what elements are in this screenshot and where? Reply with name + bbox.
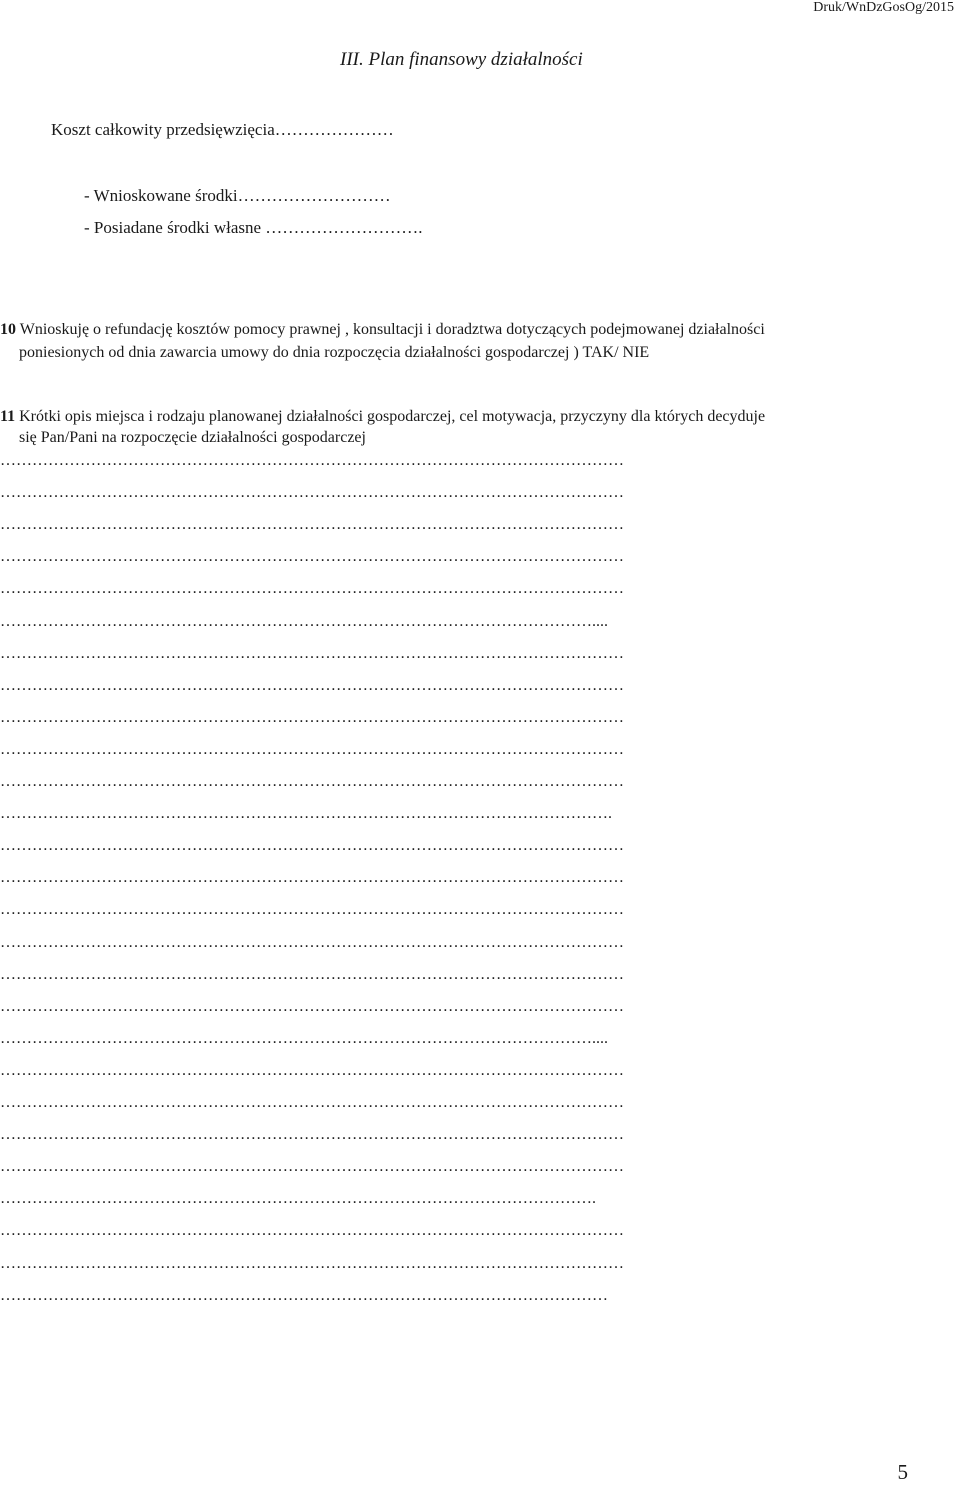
dotted-line: ……………………………………………………………………………………………………… (0, 644, 624, 662)
page-number: 5 (897, 1460, 908, 1484)
dotted-line: ……………………………………………………………………………………………………… (0, 1222, 624, 1240)
dotted-line: ……………………………………………………………………………………………………… (0, 676, 624, 694)
item11-text1: Krótki opis miejsca i rodzaju planowanej działalności gospodarczej, cel motywacja, przyczyny dla których decyduje (19, 408, 766, 425)
dotted-line: ……………………………………………………………………………………………………… (0, 869, 624, 887)
item11-number: 11 (0, 408, 16, 425)
dotted-line: ……………………………………………………………………………………………………… (0, 1094, 624, 1111)
item10-line2: poniesionych od dnia zawarcia umowy do dnia rozpoczęcia działalności gospodarczej ) TAK/ NIE (19, 344, 650, 361)
dotted-line: ……………………………………………………………………………………………………… (0, 773, 624, 790)
dotted-line: …………………………………………………………………………………………………… (0, 1286, 608, 1304)
dotted-line: ……………………………………………………………………………………………………… (0, 740, 624, 758)
dotted-line: ……………………………………………………………………………………………………… (0, 901, 624, 919)
dotted-line: ……………………………………………………………………………………………………… (0, 997, 624, 1015)
dotted-line: ……………………………………………………………………………………………………… (0, 484, 624, 502)
dotted-line: ……………………………………………………………………………………………………… (0, 965, 624, 983)
document-code: Druk/WnDzGosOg/2015 (813, 0, 954, 15)
item10-line1 (0, 321, 765, 339)
dotted-line: ……………………………………………………………………………………………………… (0, 580, 624, 598)
dotted-line: ……………………………………………………………………………………………………. (0, 805, 612, 823)
dotted-line: ………………………………………………………………………………………………….... (0, 612, 608, 630)
own-funds-line: - Posiadane środki własne ………………………. (84, 218, 423, 237)
dotted-line: ……………………………………………………………………………………………………… (0, 1254, 624, 1272)
section-title: III. Plan finansowy działalności (340, 49, 583, 70)
dotted-line: ………………………………………………………………………………………………….... (0, 1029, 608, 1047)
dotted-line: ……………………………………………………………………………………………………… (0, 516, 624, 534)
dotted-line: …………………………………………………………………………………………………. (0, 1190, 596, 1208)
dotted-line: ……………………………………………………………………………………………………… (0, 933, 624, 951)
dotted-line: ……………………………………………………………………………………………………… (0, 1061, 624, 1079)
requested-funds-line: - Wnioskowane środki……………………… (84, 186, 391, 205)
dotted-line: ……………………………………………………………………………………………………… (0, 837, 624, 855)
dotted-line: ……………………………………………………………………………………………………… (0, 1158, 624, 1176)
dotted-line: ……………………………………………………………………………………………………… (0, 452, 624, 469)
item10-text1: Wnioskuję o refundację kosztów pomocy prawnej , konsultacji i doradztwa dotyczących podejmowanej działalności (19, 321, 765, 338)
dotted-line: ……………………………………………………………………………………………………… (0, 548, 624, 566)
dotted-line: ……………………………………………………………………………………………………… (0, 1126, 624, 1144)
item11-line2: się Pan/Pani na rozpoczęcie działalności gospodarczej (19, 429, 366, 446)
item11-line1 (0, 408, 765, 426)
dotted-line: ……………………………………………………………………………………………………… (0, 708, 624, 726)
total-cost-line: Koszt całkowity przedsięwzięcia………………… (51, 120, 394, 139)
item10-number: 10 (0, 321, 16, 338)
